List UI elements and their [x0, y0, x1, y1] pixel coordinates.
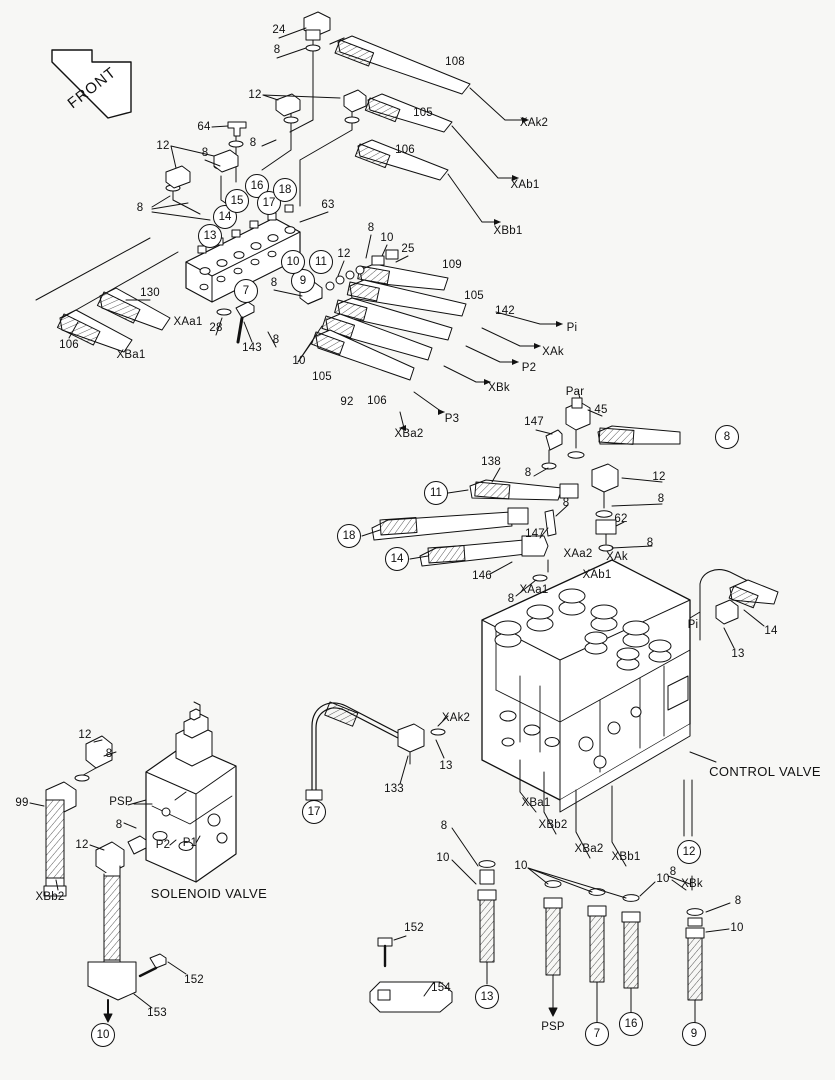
callout-label: 133 — [384, 783, 404, 795]
elbow-fitting-24 — [304, 12, 330, 40]
callout-label: 99 — [15, 797, 29, 809]
callout-label: XAk — [542, 346, 564, 358]
callout-label: PSP — [541, 1021, 565, 1033]
callout-label: 105 — [413, 107, 433, 119]
callout-label: 106 — [59, 339, 79, 351]
callout-label: 8 — [657, 493, 665, 505]
hose-133 — [306, 702, 445, 800]
callout-label: XAa1 — [173, 316, 203, 328]
hose-105-top — [365, 94, 452, 132]
callout-label: 8 — [270, 277, 278, 289]
hose-146 — [420, 536, 548, 566]
balloon-callout: 14 — [385, 547, 409, 571]
callout-label: P2 — [521, 362, 537, 374]
balloon-callout: 10 — [91, 1023, 115, 1047]
control-valve-title: CONTROL VALVE — [709, 764, 821, 779]
callout-label: XBa2 — [574, 843, 604, 855]
callout-label: XAa2 — [563, 548, 593, 560]
callout-label: 8 — [562, 497, 570, 509]
fitting-12-upper — [276, 90, 366, 116]
balloon-callout: 11 — [424, 481, 448, 505]
callout-label: P1 — [182, 837, 198, 849]
callout-label: XBa2 — [394, 428, 424, 440]
hose-99 — [44, 782, 76, 896]
callout-label: 143 — [242, 342, 262, 354]
callout-label: 153 — [147, 1007, 167, 1019]
callout-label: 8 — [115, 819, 123, 831]
hose-18-mid — [372, 508, 528, 540]
callout-label: 106 — [367, 395, 387, 407]
callout-label: XBb1 — [493, 225, 523, 237]
callout-label: 24 — [272, 24, 286, 36]
callout-label: 142 — [495, 305, 515, 317]
callout-label: 152 — [184, 974, 204, 986]
balloon-callout: 17 — [302, 800, 326, 824]
callout-label: 8 — [105, 748, 113, 760]
callout-label: 130 — [140, 287, 160, 299]
callout-label: 8 — [646, 537, 654, 549]
callout-label: 147 — [524, 416, 544, 428]
balloon-callout: 17 — [257, 191, 281, 215]
hose-cluster-mid — [312, 264, 466, 380]
callout-label: 8 — [136, 202, 144, 214]
balloon-callout: 11 — [309, 250, 333, 274]
callout-label: 8 — [507, 593, 515, 605]
balloon-callout: 7 — [234, 279, 258, 303]
balloon-callout: 10 — [281, 250, 305, 274]
callout-label: 109 — [442, 259, 462, 271]
callout-label: 14 — [764, 625, 778, 637]
callout-label: 8 — [273, 44, 281, 56]
callout-label: 10 — [436, 852, 450, 864]
solenoid-valve-title: SOLENOID VALVE — [150, 886, 268, 901]
callout-label: XBb2 — [538, 819, 568, 831]
balloon-callout: 8 — [715, 425, 739, 449]
balloon-callout: 7 — [585, 1022, 609, 1046]
callout-label: 62 — [614, 513, 628, 525]
callout-label: 10 — [292, 355, 306, 367]
bracket-153 — [88, 962, 136, 1022]
balloon-callout: 13 — [475, 985, 499, 1009]
callout-label: 8 — [201, 147, 209, 159]
callout-label: 154 — [431, 982, 451, 994]
callout-label: XAb1 — [582, 569, 612, 581]
callout-label: 12 — [248, 89, 262, 101]
bolt-152-left — [140, 954, 166, 976]
callout-label: 8 — [272, 334, 280, 346]
callout-label: 8 — [734, 895, 742, 907]
callout-label: 13 — [439, 760, 453, 772]
callout-label: 10 — [380, 232, 394, 244]
balloon-callout: 15 — [225, 189, 249, 213]
callout-label: Par — [565, 386, 585, 398]
callout-label: 10 — [514, 860, 528, 872]
callout-label: XAk2 — [441, 712, 471, 724]
callout-label: 28 — [209, 322, 223, 334]
callout-label: 105 — [464, 290, 484, 302]
callout-label: XBk — [681, 878, 703, 890]
balloon-callout: 12 — [677, 840, 701, 864]
callout-label: XBb2 — [35, 891, 65, 903]
callout-label: XAk — [606, 551, 628, 563]
callout-label: Pi — [566, 322, 578, 334]
callout-label: XBb1 — [611, 851, 641, 863]
balloon-callout: 13 — [198, 224, 222, 248]
balloon-callout: 14 — [213, 205, 237, 229]
balloon-callout: 18 — [273, 178, 297, 202]
callout-label: PSP — [109, 796, 133, 808]
callout-label: 12 — [652, 471, 666, 483]
assembly-par-45 — [542, 398, 680, 469]
callout-label: 8 — [669, 866, 677, 878]
callout-label: 138 — [481, 456, 501, 468]
callout-label: P2 — [155, 839, 171, 851]
solenoid-valve-block — [146, 702, 236, 882]
callout-label: 8 — [249, 137, 257, 149]
callout-label: 8 — [524, 467, 532, 479]
callout-label: 92 — [340, 396, 354, 408]
callout-label: 152 — [404, 922, 424, 934]
washer-28 — [217, 309, 231, 315]
callout-label: 12 — [75, 839, 89, 851]
front-label: FRONT — [64, 63, 120, 113]
callout-label: 13 — [731, 648, 745, 660]
balloon-callout: 16 — [619, 1012, 643, 1036]
callout-label: 10 — [656, 873, 670, 885]
plug-row-bottom — [478, 861, 704, 1022]
callout-label: XBa1 — [116, 349, 146, 361]
plug-64 — [228, 122, 246, 136]
callout-label: 8 — [367, 222, 375, 234]
callout-label: XAb1 — [510, 179, 540, 191]
callout-label: 146 — [472, 570, 492, 582]
callout-label: 108 — [445, 56, 465, 68]
callout-label: Pi — [687, 619, 699, 631]
hose-xbb2-lower — [96, 836, 146, 962]
callout-label: 105 — [312, 371, 332, 383]
callout-label: 12 — [156, 140, 170, 152]
callout-label: 64 — [197, 121, 211, 133]
bolt-152-bottom — [378, 938, 392, 966]
bolt-143 — [236, 302, 254, 342]
callout-label: XBk — [488, 382, 510, 394]
balloon-callout: 18 — [337, 524, 361, 548]
callout-label: 12 — [337, 248, 351, 260]
callout-label: 106 — [395, 144, 415, 156]
callout-label: 45 — [594, 404, 608, 416]
plug-62 — [596, 520, 616, 551]
balloon-callout: 16 — [245, 174, 269, 198]
callout-label: XBa1 — [521, 797, 551, 809]
callout-label: XAk2 — [519, 117, 549, 129]
callout-label: P3 — [444, 413, 460, 425]
callout-label: 8 — [440, 820, 448, 832]
callout-label: 10 — [730, 922, 744, 934]
callout-label: XAa1 — [519, 584, 549, 596]
callout-label: 63 — [321, 199, 335, 211]
balloon-callout: 9 — [291, 269, 315, 293]
elbow-12-right — [592, 464, 618, 517]
callout-label: 12 — [78, 729, 92, 741]
callout-label: 25 — [401, 243, 415, 255]
balloon-callout: 9 — [682, 1022, 706, 1046]
callout-label: 147 — [525, 528, 545, 540]
